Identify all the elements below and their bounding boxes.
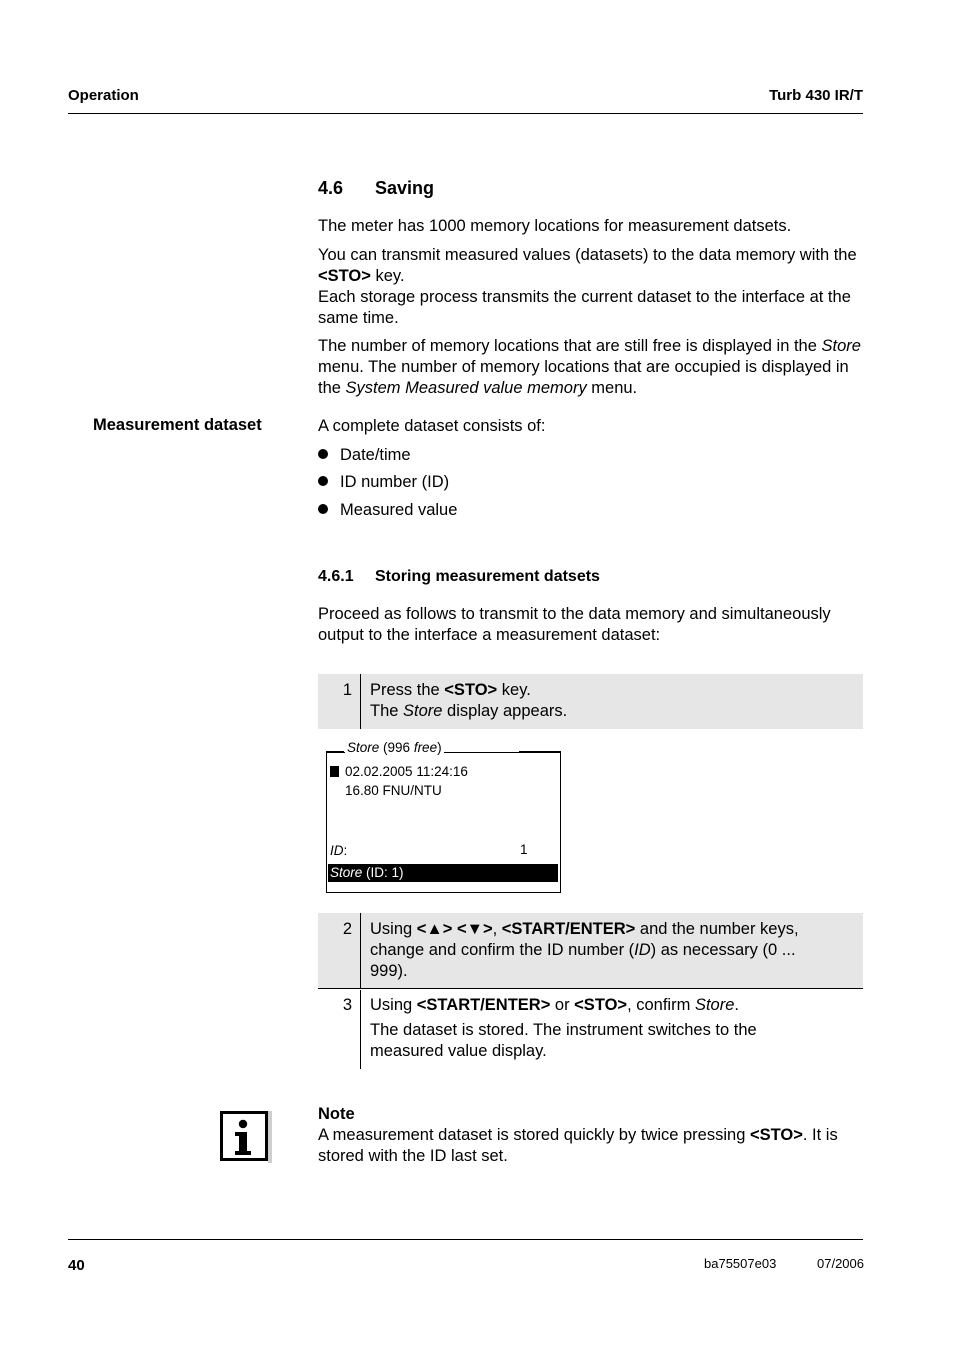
list-item [318,445,411,466]
step-comma: , [492,920,502,938]
intro-paragraph-1: The meter has 1000 memory locations for measurement datsets. [318,217,792,235]
intro-paragraph-3: Each storage process transmits the current dataset to the interface at the same time. [318,288,851,327]
bullet-icon [318,476,328,486]
bullet-icon [318,504,328,514]
sto-key-label: <STO> [444,681,498,699]
intro-p2-text-a: You can transmit measured values (datasets) to the data memory with the [318,246,857,264]
step-result: The dataset is stored. The instrument switches to the measured value display. [370,1021,757,1060]
display-datetime: 02.02.2005 11:24:16 [345,764,468,779]
dataset-lead: A complete dataset consists of: [318,417,546,435]
step-2 [318,913,863,989]
display-free-count: 996 [387,740,414,755]
step-text-c: ) as necessary (0 ... 999). [370,941,796,980]
display-id-label [330,843,347,858]
list-item-text: Measured value [340,501,458,519]
intro-paragraph-4 [318,336,866,399]
page-number: 40 [68,1257,85,1274]
sto-key-label: <STO> [749,1126,803,1144]
display-id-colon: : [343,843,348,858]
intro-p4-text-b: menu. The number of memory locations that are occupied is displayed in the [318,358,849,397]
display-title-paren: ) [437,740,442,755]
step-number: 3 [342,996,352,1014]
subsection-title: Storing measurement datsets [375,568,600,585]
step-divider [360,674,361,729]
step-3 [318,990,863,1069]
start-enter-key-label: <START/ENTER> [416,996,551,1014]
display-store-bar [328,864,558,882]
display-id-value: 1 [520,842,528,857]
sto-key-label: <STO> [318,267,371,285]
section-number: 4.6 [318,178,344,198]
step-divider [360,913,361,988]
step-text-c: . [734,996,739,1014]
step-text-a: Using [370,920,417,938]
list-item-text: ID number (ID) [340,473,450,491]
list-item-text: Date/time [340,446,411,464]
cursor-square-icon [330,766,339,777]
step-text-a: Using [370,996,417,1014]
step-text [370,919,833,982]
step-1 [318,674,863,729]
procedure-intro: Proceed as follows to transmit to the data memory and simultaneously output to the interface a measurement dataset: [318,605,831,644]
header-section-label: Operation [68,87,139,104]
store-term: Store [694,996,735,1014]
display-title-free: free [413,740,438,755]
start-enter-key-label: <START/ENTER> [501,920,636,938]
section-title: Saving [375,178,435,198]
info-i-glyph [220,1111,268,1161]
up-key-label: <▲> [416,920,453,938]
display-frame-top-right [519,751,561,752]
info-icon [220,1111,272,1163]
step-text-a: Press the [370,681,445,699]
info-icon-shadow [268,1111,272,1163]
step-text [370,995,833,1062]
step-number: 1 [342,681,352,699]
display-frame-top-left [326,751,344,752]
intro-p4-text-a: The number of memory locations that are still free is displayed in the [318,337,822,355]
intro-p2-text-b: key. [370,267,405,285]
note-text [318,1125,864,1167]
step-text-b: and the number keys, change and confirm the ID number ( [370,920,799,959]
intro-p4-text-c: menu. [586,379,638,397]
note-title: Note [318,1105,355,1123]
step-number: 2 [342,920,352,938]
intro-paragraph-2 [318,245,866,329]
memory-menu-name: System Measured value memory [345,379,587,397]
list-item [318,472,449,493]
footer-rule [68,1239,863,1240]
step-text-d: display appears. [442,702,568,720]
step-text-b: key. [497,681,531,699]
note-text-a: A measurement dataset is stored quickly by twice pressing [318,1126,750,1144]
display-title-store: Store [347,740,380,755]
step-divider [360,990,361,1069]
display-id-label-text: ID [330,843,344,858]
display-title [345,740,444,755]
store-display-name: Store [403,702,443,720]
step-text-or: or [550,996,575,1014]
display-title-paren: ( [379,740,388,755]
display-measured-value: 16.80 FNU/NTU [345,783,442,798]
sto-key-label: <STO> [574,996,628,1014]
display-bar-store: Store [330,865,363,880]
store-menu-name: Store [821,337,861,355]
display-datetime-row [330,764,468,779]
header-rule [68,113,863,114]
id-term: ID [634,941,651,959]
header-product-name: Turb 430 IR/T [769,87,863,104]
step-text-b: , confirm [627,996,695,1014]
display-bar-id: (ID: 1) [362,865,404,880]
document-date: 07/2006 [817,1256,864,1271]
bullet-icon [318,449,328,459]
step-text-c: The [370,702,404,720]
measurement-dataset-label: Measurement dataset [93,416,262,434]
note-text-b: . It is stored with the ID last set. [318,1126,838,1165]
list-item [318,500,457,521]
down-key-label: <▼> [456,920,493,938]
document-id: ba75507e03 [704,1256,777,1271]
subsection-number: 4.6.1 [318,568,354,585]
step-text [370,680,833,722]
